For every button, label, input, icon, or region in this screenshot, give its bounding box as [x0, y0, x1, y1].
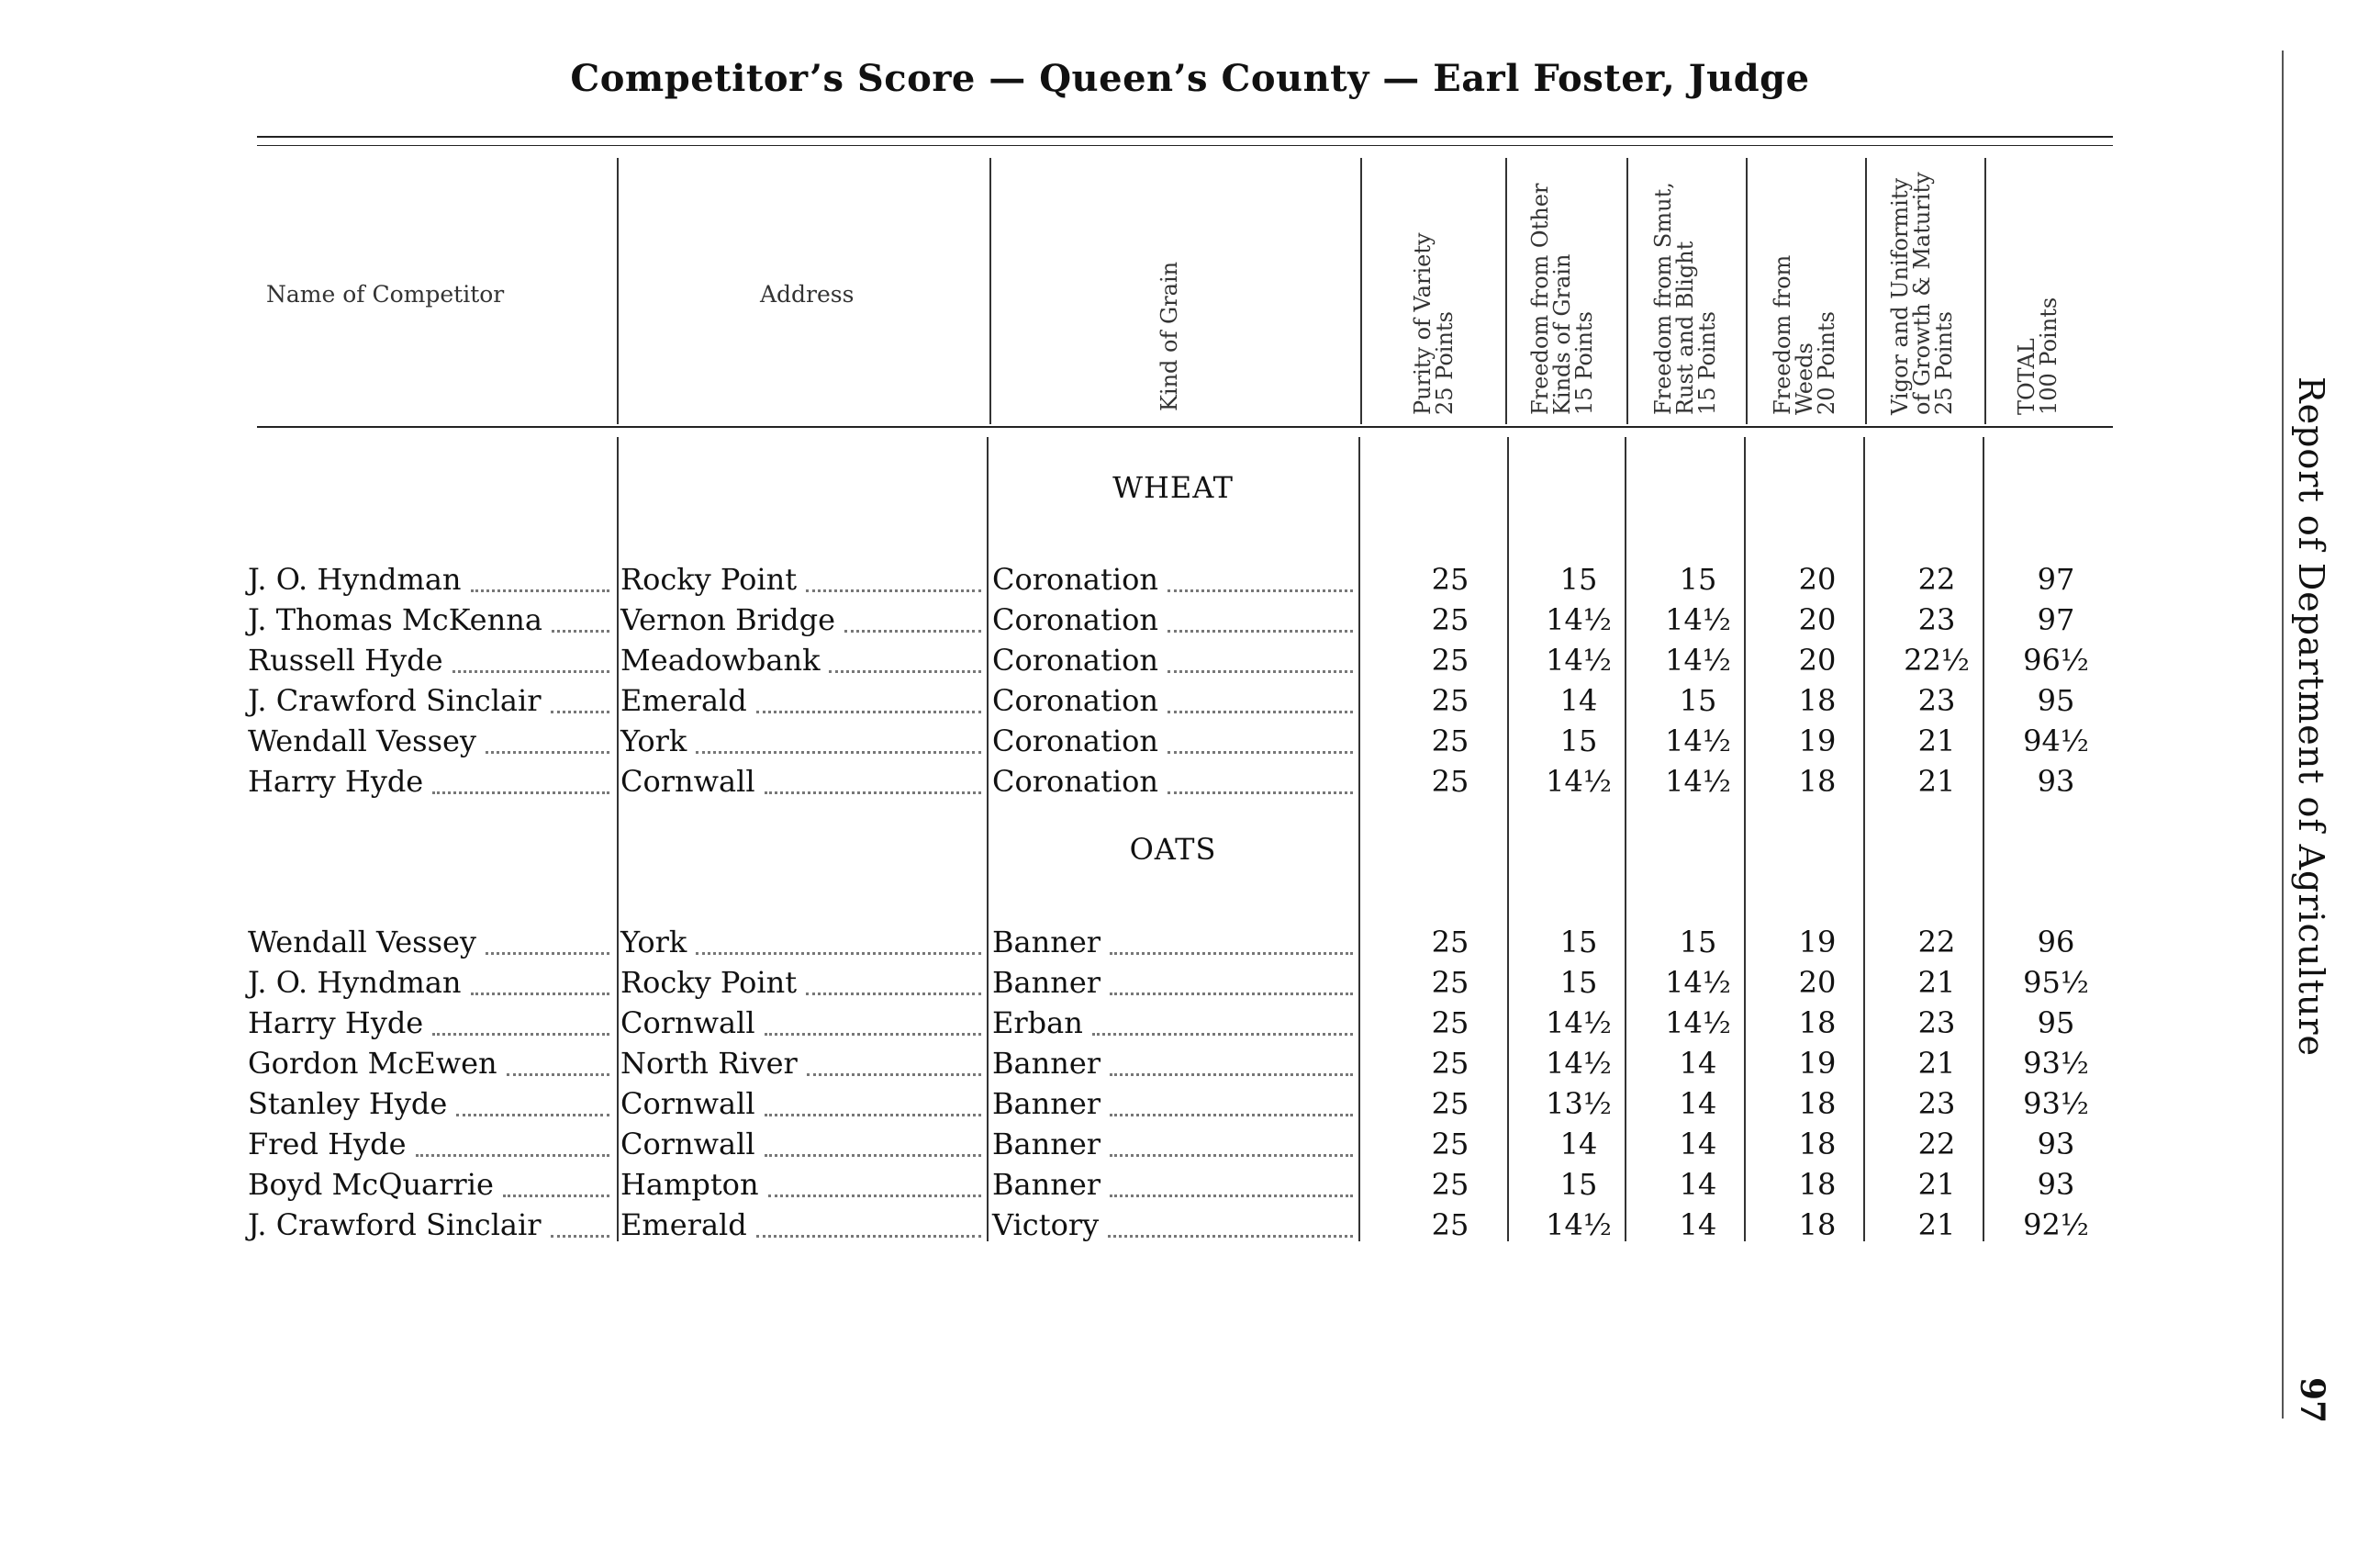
- score-total: 93½: [2023, 1046, 2089, 1081]
- score-weeds: 18: [1798, 764, 1837, 799]
- score-other: 15: [1559, 723, 1598, 758]
- competitor-name: Stanley Hyde: [248, 1086, 448, 1121]
- dot-leader: [1092, 1033, 1353, 1036]
- competitor-name: J. O. Hyndman: [248, 562, 462, 597]
- header-address: Address: [760, 281, 855, 308]
- score-vigor: 21: [1917, 965, 1956, 1000]
- score-smut: 15: [1679, 562, 1717, 597]
- grain-kind: Banner: [992, 1127, 1101, 1161]
- dot-leader: [1110, 1154, 1353, 1157]
- score-smut: 14½: [1665, 602, 1731, 637]
- score-purity: 25: [1431, 1167, 1469, 1202]
- score-purity: 25: [1431, 1046, 1469, 1081]
- score-weeds: 18: [1798, 1207, 1837, 1242]
- dot-leader: [432, 1033, 609, 1036]
- competitor-address: York: [620, 925, 687, 959]
- dot-leader: [806, 993, 981, 995]
- score-weeds: 19: [1798, 723, 1837, 758]
- score-vigor: 23: [1917, 1086, 1956, 1121]
- competitor-address: Meadowbank: [620, 643, 821, 678]
- col-divider: [1865, 158, 1867, 424]
- col-divider: [1744, 437, 1746, 1241]
- grain-kind: Erban: [992, 1005, 1083, 1040]
- col-divider: [987, 437, 989, 1241]
- dot-leader: [1110, 1194, 1353, 1197]
- score-smut: 14½: [1665, 723, 1731, 758]
- score-total: 97: [2037, 562, 2075, 597]
- score-weeds: 18: [1798, 1127, 1837, 1161]
- score-purity: 25: [1431, 764, 1469, 799]
- dot-leader: [1110, 1114, 1353, 1116]
- competitor-address: Cornwall: [620, 764, 755, 799]
- dot-leader: [416, 1154, 609, 1157]
- dot-leader: [844, 630, 981, 633]
- dot-leader: [486, 952, 609, 955]
- top-rule-2: [257, 145, 2113, 146]
- competitor-address: Cornwall: [620, 1086, 755, 1121]
- margin-rule: [2282, 50, 2284, 1419]
- score-smut: 14: [1679, 1167, 1717, 1202]
- header-total: TOTAL 100 Points: [2014, 297, 2062, 415]
- col-divider: [989, 158, 991, 424]
- score-purity: 25: [1431, 1005, 1469, 1040]
- score-vigor: 22½: [1904, 643, 1970, 678]
- score-total: 92½: [2023, 1207, 2089, 1242]
- score-weeds: 18: [1798, 683, 1837, 718]
- dot-leader: [829, 670, 981, 673]
- dot-leader: [1110, 1073, 1353, 1076]
- competitor-name: Harry Hyde: [248, 764, 424, 799]
- score-smut: 14: [1679, 1127, 1717, 1161]
- running-head: Report of Department of Agriculture: [2291, 376, 2331, 1057]
- dot-leader: [1110, 993, 1353, 995]
- dot-leader: [1168, 589, 1353, 592]
- score-total: 97: [2037, 602, 2075, 637]
- competitor-name: Gordon McEwen: [248, 1046, 497, 1081]
- dot-leader: [696, 952, 981, 955]
- dot-leader: [1168, 711, 1353, 713]
- competitor-name: Russell Hyde: [248, 643, 443, 678]
- score-purity: 25: [1431, 1207, 1469, 1242]
- competitor-address: Rocky Point: [620, 965, 798, 1000]
- col-divider: [1983, 437, 1984, 1241]
- score-smut: 14½: [1665, 643, 1731, 678]
- competitor-address: Hampton: [620, 1167, 759, 1202]
- header-weeds: Freedom from Weeds 20 Points: [1770, 254, 1839, 415]
- dot-leader: [696, 751, 981, 754]
- score-other: 14: [1559, 683, 1598, 718]
- score-purity: 25: [1431, 1086, 1469, 1121]
- score-other: 14: [1559, 1127, 1598, 1161]
- dot-leader: [471, 993, 609, 995]
- dot-leader: [765, 1154, 981, 1157]
- score-vigor: 23: [1917, 1005, 1956, 1040]
- score-other: 13½: [1546, 1086, 1612, 1121]
- competitor-address: Vernon Bridge: [620, 602, 836, 637]
- col-divider: [617, 437, 619, 1241]
- dot-leader: [765, 791, 981, 794]
- col-divider: [1625, 437, 1626, 1241]
- score-total: 95: [2037, 683, 2075, 718]
- score-purity: 25: [1431, 602, 1469, 637]
- score-purity: 25: [1431, 965, 1469, 1000]
- score-other: 15: [1559, 1167, 1598, 1202]
- score-weeds: 20: [1798, 562, 1837, 597]
- dot-leader: [507, 1073, 609, 1076]
- score-smut: 14: [1679, 1046, 1717, 1081]
- score-smut: 14½: [1665, 1005, 1731, 1040]
- header-purity: Purity of Variety 25 Points: [1410, 232, 1458, 415]
- score-weeds: 18: [1798, 1086, 1837, 1121]
- header-smut: Freedom from Smut, Rust and Blight 15 Points: [1650, 182, 1720, 415]
- score-smut: 14½: [1665, 764, 1731, 799]
- dot-leader: [471, 589, 609, 592]
- header-kind: Kind of Grain: [1156, 261, 1182, 411]
- competitor-name: Wendall Vessey: [248, 723, 476, 758]
- dot-leader: [456, 1114, 609, 1116]
- grain-kind: Coronation: [992, 723, 1158, 758]
- header-rule: [257, 426, 2113, 428]
- competitor-name: Boyd McQuarrie: [248, 1167, 494, 1202]
- competitor-address: Cornwall: [620, 1127, 755, 1161]
- grain-kind: Coronation: [992, 764, 1158, 799]
- dot-leader: [453, 670, 609, 673]
- grain-kind: Coronation: [992, 602, 1158, 637]
- score-vigor: 21: [1917, 1167, 1956, 1202]
- score-vigor: 21: [1917, 764, 1956, 799]
- score-other: 15: [1559, 925, 1598, 959]
- score-vigor: 23: [1917, 683, 1956, 718]
- dot-leader: [765, 1114, 981, 1116]
- score-other: 14½: [1546, 1005, 1612, 1040]
- dot-leader: [1108, 1235, 1353, 1238]
- dot-leader: [486, 751, 609, 754]
- score-total: 96: [2037, 925, 2075, 959]
- section-label-oats: OATS: [1129, 832, 1217, 867]
- header-name: Name of Competitor: [266, 281, 505, 308]
- score-purity: 25: [1431, 562, 1469, 597]
- dot-leader: [432, 791, 609, 794]
- dot-leader: [756, 1235, 981, 1238]
- score-total: 93: [2037, 1167, 2075, 1202]
- competitor-address: Emerald: [620, 1207, 747, 1242]
- competitor-address: North River: [620, 1046, 798, 1081]
- dot-leader: [552, 630, 609, 633]
- dot-leader: [806, 589, 981, 592]
- grain-kind: Banner: [992, 925, 1101, 959]
- dot-leader: [1168, 791, 1353, 794]
- score-total: 93½: [2023, 1086, 2089, 1121]
- score-weeds: 20: [1798, 965, 1837, 1000]
- score-weeds: 18: [1798, 1005, 1837, 1040]
- competitor-name: J. Thomas McKenna: [248, 602, 542, 637]
- score-total: 94½: [2023, 723, 2089, 758]
- section-label-wheat: WHEAT: [1112, 470, 1234, 505]
- page-number: 97: [2293, 1377, 2331, 1424]
- competitor-name: J. Crawford Sinclair: [248, 1207, 542, 1242]
- col-divider: [1358, 437, 1360, 1241]
- score-smut: 14½: [1665, 965, 1731, 1000]
- score-purity: 25: [1431, 683, 1469, 718]
- col-divider: [1505, 158, 1507, 424]
- dot-leader: [1110, 952, 1353, 955]
- grain-kind: Banner: [992, 1046, 1101, 1081]
- score-vigor: 21: [1917, 1207, 1956, 1242]
- top-rule: [257, 136, 2113, 138]
- score-weeds: 19: [1798, 925, 1837, 959]
- score-smut: 14: [1679, 1207, 1717, 1242]
- dot-leader: [1168, 751, 1353, 754]
- grain-kind: Victory: [992, 1207, 1100, 1242]
- col-divider: [1984, 158, 1986, 424]
- grain-kind: Banner: [992, 965, 1101, 1000]
- header-other: Freedom from Other Kinds of Grain 15 Points: [1527, 183, 1597, 415]
- grain-kind: Coronation: [992, 683, 1158, 718]
- score-smut: 15: [1679, 683, 1717, 718]
- dot-leader: [756, 711, 981, 713]
- col-divider: [1360, 158, 1362, 424]
- score-other: 14½: [1546, 602, 1612, 637]
- col-divider: [617, 158, 619, 424]
- col-divider: [1626, 158, 1628, 424]
- score-total: 93: [2037, 1127, 2075, 1161]
- score-weeds: 20: [1798, 643, 1837, 678]
- score-total: 95½: [2023, 965, 2089, 1000]
- dot-leader: [1168, 670, 1353, 673]
- col-divider: [1746, 158, 1748, 424]
- score-other: 14½: [1546, 1046, 1612, 1081]
- competitor-address: Emerald: [620, 683, 747, 718]
- competitor-address: York: [620, 723, 687, 758]
- score-vigor: 21: [1917, 723, 1956, 758]
- competitor-name: Harry Hyde: [248, 1005, 424, 1040]
- grain-kind: Banner: [992, 1167, 1101, 1202]
- score-other: 14½: [1546, 1207, 1612, 1242]
- dot-leader: [807, 1073, 981, 1076]
- header-vigor: Vigor and Uniformity of Growth & Maturity 25 Points: [1887, 172, 1957, 415]
- score-vigor: 22: [1917, 1127, 1956, 1161]
- col-divider: [1863, 437, 1865, 1241]
- competitor-name: J. Crawford Sinclair: [248, 683, 542, 718]
- competitor-address: Cornwall: [620, 1005, 755, 1040]
- score-vigor: 22: [1917, 562, 1956, 597]
- dot-leader: [768, 1194, 981, 1197]
- score-purity: 25: [1431, 723, 1469, 758]
- competitor-name: Fred Hyde: [248, 1127, 407, 1161]
- score-smut: 14: [1679, 1086, 1717, 1121]
- col-divider: [1507, 437, 1509, 1241]
- score-total: 93: [2037, 764, 2075, 799]
- dot-leader: [1168, 630, 1353, 633]
- score-other: 14½: [1546, 643, 1612, 678]
- score-purity: 25: [1431, 925, 1469, 959]
- grain-kind: Banner: [992, 1086, 1101, 1121]
- grain-kind: Coronation: [992, 562, 1158, 597]
- score-other: 14½: [1546, 764, 1612, 799]
- dot-leader: [551, 1235, 609, 1238]
- competitor-name: Wendall Vessey: [248, 925, 476, 959]
- score-total: 95: [2037, 1005, 2075, 1040]
- competitor-name: J. O. Hyndman: [248, 965, 462, 1000]
- score-weeds: 18: [1798, 1167, 1837, 1202]
- dot-leader: [765, 1033, 981, 1036]
- score-weeds: 19: [1798, 1046, 1837, 1081]
- grain-kind: Coronation: [992, 643, 1158, 678]
- score-other: 15: [1559, 965, 1598, 1000]
- score-other: 15: [1559, 562, 1598, 597]
- score-purity: 25: [1431, 643, 1469, 678]
- score-vigor: 23: [1917, 602, 1956, 637]
- page-title: Competitor’s Score — Queen’s County — Earl Foster, Judge: [570, 57, 1810, 100]
- competitor-address: Rocky Point: [620, 562, 798, 597]
- score-total: 96½: [2023, 643, 2089, 678]
- score-vigor: 22: [1917, 925, 1956, 959]
- score-purity: 25: [1431, 1127, 1469, 1161]
- score-vigor: 21: [1917, 1046, 1956, 1081]
- dot-leader: [551, 711, 609, 713]
- score-weeds: 20: [1798, 602, 1837, 637]
- score-smut: 15: [1679, 925, 1717, 959]
- dot-leader: [503, 1194, 609, 1197]
